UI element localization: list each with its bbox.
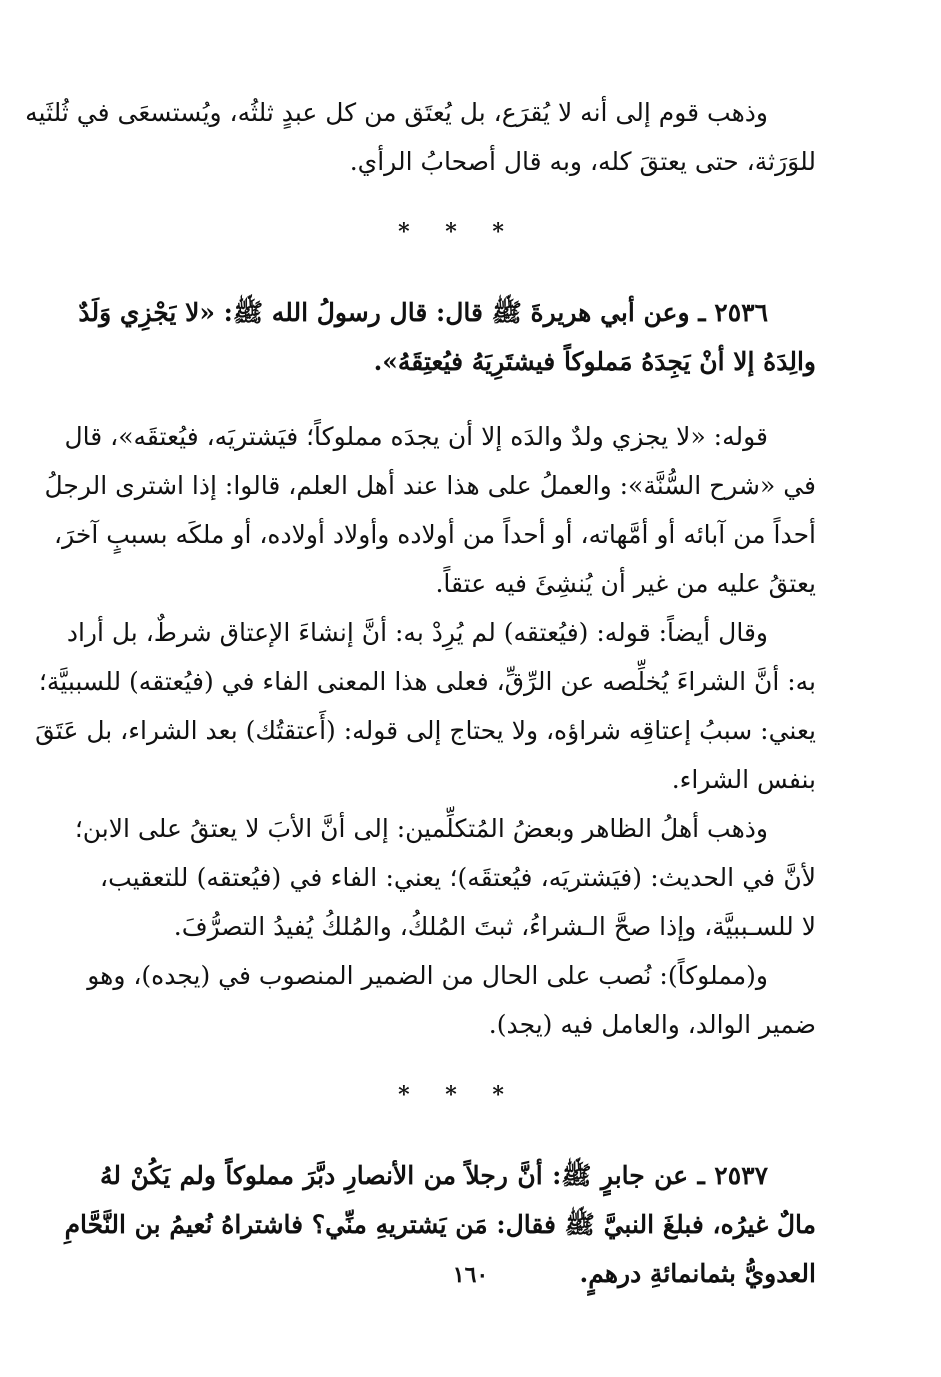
text-line: ضمير الوالد، والعامل فيه (يجد). — [488, 1010, 816, 1039]
text-line: به: أنَّ الشراءَ يُخلِّصه عن الرِّقِّ، فعلى هذا المعنى الفاء في (فيُعتقه) للسببيَّة؛ — [38, 667, 816, 696]
hadith-line: العدويُّ بثمانمائةِ درهمٍ. — [579, 1259, 816, 1288]
text-line: وذهب أهلُ الظاهر وبعضُ المُتكلِّمين: إلى أنَّ الأبَ لا يعتقُ على الابن؛ — [74, 814, 768, 843]
text-line: يعتقُ عليه من غير أن يُنشِئَ فيه عتقاً. — [435, 569, 816, 598]
commentary-paragraph-1 — [44, 412, 816, 608]
section-separator: * * * — [398, 1082, 518, 1108]
text-line: لأنَّ في الحديث: (فيَشتريَه، فيُعتقَه)؛ يعني: الفاء في (فيُعتقه) للتعقيب، — [100, 863, 816, 892]
text-line: قوله: «لا يجزي ولدٌ والدَه إلا أن يجدَه مملوكاً؛ فيَشتريَه، فيُعتقَه»، قال — [64, 422, 768, 451]
text-line: أحداً من آبائه أو أمَّهاته، أو أحداً من أولاده وأولاد أولاده، أو ملكَه بسببٍ آخرَ، — [54, 520, 816, 549]
hadith-line: ٢٥٣٧ ـ عن جابرٍ ﷺ: أنَّ رجلاً من الأنصارِ دبَّرَ مملوكاً ولم يَكُنْ لهُ — [100, 1161, 768, 1190]
text-line: في «شرح السُّنَّة»: والعملُ على هذا عند أهل العلم، قالوا: إذا اشترى الرجلُ — [44, 471, 816, 500]
page-number: ١٦٠ — [452, 1262, 489, 1288]
section-separator: * * * — [398, 219, 518, 245]
text-line: يعني: سببُ إعتاقِه شراؤه، ولا يحتاج إلى قوله: (أَعتقتُك) بعد الشراء، بل عَتَقَ — [35, 716, 816, 745]
hadith-2536 — [78, 288, 816, 386]
commentary-paragraph-4 — [87, 951, 816, 1049]
text-line: وقال أيضاً: قوله: (فيُعتقه) لم يُرِدْ به: أنَّ إنشاءَ الإعتاق شرطٌ، بل أراد — [66, 618, 768, 647]
hadith-line: مالٌ غيرُه، فبلغَ النبيَّ ﷺ فقال: مَن يَشتريهِ منِّي؟ فاشتراهُ نُعيمُ بن النَّحَّامِ — [64, 1210, 816, 1239]
text-line: وذهب قوم إلى أنه لا يُقرَع، بل يُعتَق من كل عبدٍ ثلثُه، ويُستسعَى في ثُلثَيه — [25, 98, 768, 127]
commentary-paragraph-2 — [35, 608, 816, 804]
paragraph-sale-opinion — [25, 88, 816, 186]
hadith-line: والِدَهُ إلا أنْ يَجِدَهُ مَملوكاً فيشتَرِيَهُ فيُعتِقَهُ». — [373, 347, 816, 376]
text-line: للوَرَثة، حتى يعتقَ كله، وبه قال أصحابُ الرأي. — [349, 147, 816, 176]
text-line: لا للسـببيَّة، وإذا صحَّ الـشراءُ، ثبتَ المُلكُ، والمُلكُ يُفيدُ التصرُّفَ. — [173, 912, 816, 941]
text-line: بنفس الشراء. — [671, 765, 816, 794]
hadith-line: ٢٥٣٦ ـ وعن أبي هريرةَ ﷺ قال: قال رسولُ الله ﷺ: «لا يَجْزِي وَلَدٌ — [78, 298, 768, 327]
commentary-paragraph-3 — [74, 804, 816, 951]
text-line: و(مملوكاً): نُصب على الحال من الضمير المنصوب في (يجده)، وهو — [87, 961, 768, 990]
page-body — [25, 88, 816, 1298]
